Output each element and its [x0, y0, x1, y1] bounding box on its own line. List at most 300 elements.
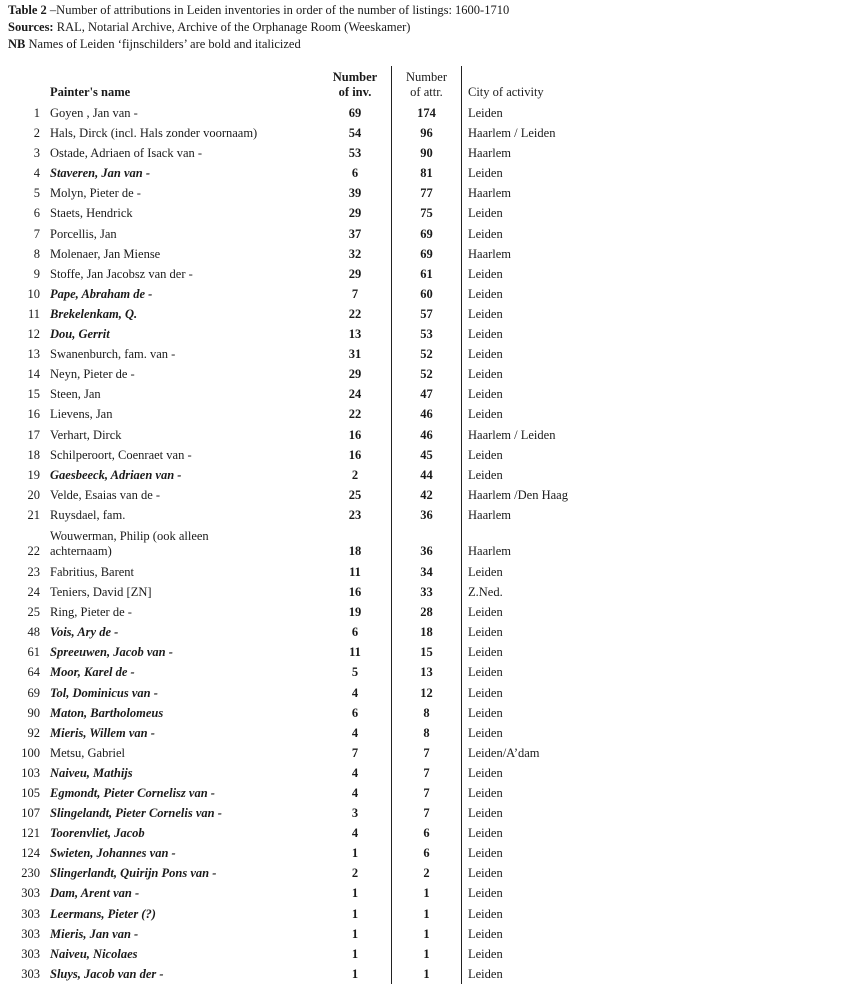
painter-name-cell-text: Naiveu, Nicolaes	[50, 946, 138, 961]
rank-cell-text: 230	[21, 866, 40, 881]
attributions-cell	[392, 904, 462, 924]
attributions-cell	[392, 964, 462, 984]
rank-cell	[8, 525, 50, 562]
inventories-cell	[319, 284, 392, 304]
rank-cell	[8, 662, 50, 682]
table-row	[8, 683, 648, 703]
city-cell-text: Leiden	[468, 106, 503, 120]
inventories-cell-text: 1	[351, 926, 359, 941]
rank-cell	[8, 582, 50, 602]
inventories-cell-text: 39	[348, 186, 362, 201]
attributions-cell	[392, 525, 462, 562]
inventories-cell	[319, 883, 392, 903]
city-cell-text: Leiden	[468, 806, 503, 821]
attributions-cell	[392, 763, 462, 783]
inventories-cell-text: 37	[348, 226, 362, 241]
rank-cell-text: 9	[33, 266, 40, 281]
city-cell	[462, 843, 649, 863]
attributions-cell-text: 8	[423, 725, 430, 740]
city-cell	[462, 803, 649, 823]
table-row	[8, 783, 648, 803]
attributions-cell	[392, 562, 462, 582]
painter-name-cell	[50, 763, 319, 783]
rank-cell	[8, 264, 50, 284]
attributions-cell-text: 1	[423, 886, 430, 901]
inventories-cell	[319, 384, 392, 404]
inventories-cell	[319, 662, 392, 682]
sources-label: Sources:	[8, 20, 54, 34]
attributions-cell	[392, 743, 462, 763]
city-cell-text: Leiden	[468, 447, 503, 462]
city-cell	[462, 863, 649, 883]
painter-name-cell	[50, 582, 319, 602]
attributions-cell	[392, 924, 462, 944]
inventories-cell	[319, 683, 392, 703]
city-cell-text: Z.Ned.	[468, 585, 503, 600]
attributions-cell	[392, 642, 462, 662]
rank-cell-text: 12	[27, 327, 40, 342]
painter-name-cell	[50, 843, 319, 863]
attributions-cell	[392, 364, 462, 384]
rank-cell-text: 17	[27, 427, 40, 442]
inventories-cell-text: 53	[348, 146, 362, 161]
rank-cell	[8, 743, 50, 763]
inventories-cell	[319, 622, 392, 642]
rank-cell-text: 16	[27, 407, 40, 422]
attributions-cell-text: 46	[420, 407, 433, 422]
attributions-cell	[392, 662, 462, 682]
city-cell-text: Leiden	[468, 387, 503, 402]
rank-cell	[8, 244, 50, 264]
inventories-cell-text: 24	[348, 387, 362, 402]
inv-header	[319, 66, 392, 103]
painter-name-cell-text: Mieris, Willem van -	[50, 725, 155, 740]
rank-cell	[8, 364, 50, 384]
painter-name-cell-text: Molenaer, Jan Miense	[50, 246, 161, 261]
rank-cell-text: 100	[21, 745, 40, 760]
city-cell-text: Haarlem	[468, 507, 512, 522]
inventories-cell	[319, 582, 392, 602]
inventories-cell-text: 5	[351, 665, 359, 680]
attributions-cell	[392, 344, 462, 364]
inventories-cell	[319, 944, 392, 964]
table-row	[8, 662, 648, 682]
attributions-cell	[392, 823, 462, 843]
attributions-cell-text: 90	[420, 146, 433, 161]
attributions-cell-text: 18	[420, 625, 433, 640]
city-cell	[462, 485, 649, 505]
city-cell	[462, 743, 649, 763]
attributions-cell-text: 13	[420, 665, 433, 680]
city-cell-text: Haarlem / Leiden	[468, 427, 556, 442]
rank-cell-text: 21	[27, 507, 40, 522]
rank-cell-text: 105	[21, 786, 40, 800]
inventories-cell-text: 1	[351, 846, 359, 861]
painter-name-cell	[50, 703, 319, 723]
name-header: Painter's name	[50, 85, 131, 99]
attributions-cell-text: 7	[423, 745, 430, 760]
rank-cell-text: 2	[33, 126, 40, 141]
attributions-cell-text: 42	[420, 487, 433, 502]
inventories-cell-text: 4	[351, 786, 359, 800]
painter-name-cell-text: Dam, Arent van -	[50, 886, 140, 901]
painter-name-cell	[50, 683, 319, 703]
inventories-cell	[319, 163, 392, 183]
inventories-cell-text: 32	[348, 246, 362, 261]
inventories-cell-text: 7	[351, 745, 359, 760]
table-row	[8, 505, 648, 525]
city-cell-text: Leiden	[468, 367, 503, 382]
attributions-cell	[392, 183, 462, 203]
rank-cell-text: 7	[33, 226, 40, 241]
inventories-cell-text: 3	[351, 806, 359, 821]
attributions-cell-text: 6	[423, 826, 430, 841]
city-cell	[462, 103, 649, 123]
rank-cell	[8, 683, 50, 703]
painter-name-cell-text: Egmondt, Pieter Cornelisz van -	[50, 786, 215, 800]
inventories-cell-text: 4	[351, 685, 359, 700]
attributions-cell-text: 53	[420, 327, 433, 342]
city-cell	[462, 602, 649, 622]
table-row	[8, 203, 648, 223]
painter-name-cell-text: Mieris, Jan van -	[50, 926, 139, 941]
attributions-cell	[392, 163, 462, 183]
inventories-cell	[319, 525, 392, 562]
attributions-cell-text: 6	[423, 846, 430, 861]
painter-name-cell-text: Swieten, Johannes van -	[50, 846, 176, 861]
attributions-cell	[392, 224, 462, 244]
city-cell	[462, 703, 649, 723]
rank-cell	[8, 143, 50, 163]
painter-name-cell	[50, 364, 319, 384]
city-cell	[462, 662, 649, 682]
attributions-cell-text: 96	[420, 126, 433, 141]
rank-cell-text: 303	[21, 926, 40, 941]
city-cell-text: Leiden	[468, 266, 503, 281]
city-cell	[462, 163, 649, 183]
inventories-cell-text: 16	[348, 585, 362, 600]
city-cell-text: Leiden	[468, 327, 503, 342]
painter-name-cell-text: Swanenburch, fam. van -	[50, 347, 176, 362]
table-row	[8, 465, 648, 485]
inventories-cell	[319, 404, 392, 424]
rank-cell	[8, 123, 50, 143]
city-cell-text: Haarlem / Leiden	[468, 126, 556, 141]
table-row	[8, 924, 648, 944]
painter-name-cell-text: Ruysdael, fam.	[50, 507, 126, 522]
table-row	[8, 324, 648, 344]
painter-name-cell	[50, 964, 319, 984]
attributions-cell-text: 69	[420, 246, 433, 261]
painter-name-cell-text: Pape, Abraham de -	[50, 286, 153, 301]
attributions-cell-text: 36	[420, 543, 433, 558]
inventories-cell-text: 22	[348, 407, 362, 422]
attributions-cell	[392, 602, 462, 622]
city-header: City of activity	[468, 85, 544, 99]
inventories-cell	[319, 324, 392, 344]
inventories-cell-text: 2	[351, 467, 359, 482]
city-cell-text: Leiden	[468, 407, 503, 422]
rank-cell-text: 18	[27, 447, 40, 462]
attributions-cell-text: 1	[423, 926, 430, 941]
painter-name-cell	[50, 244, 319, 264]
attributions-cell	[392, 465, 462, 485]
inventories-cell-text: 7	[351, 286, 359, 301]
inventories-cell	[319, 445, 392, 465]
attributions-cell-text: 2	[423, 866, 430, 881]
painter-name-cell	[50, 562, 319, 582]
rank-cell	[8, 324, 50, 344]
inventories-cell	[319, 964, 392, 984]
attributions-cell	[392, 123, 462, 143]
table-row	[8, 723, 648, 743]
painter-name-cell-text: Schilperoort, Coenraet van -	[50, 447, 192, 462]
rank-cell	[8, 562, 50, 582]
attr-header	[392, 66, 462, 103]
table-row	[8, 264, 648, 284]
rank-cell-text: 13	[27, 347, 40, 362]
table-row	[8, 525, 648, 562]
rank-cell-text: 124	[21, 846, 40, 861]
inventories-cell	[319, 863, 392, 883]
table-row	[8, 143, 648, 163]
table-row	[8, 163, 648, 183]
city-cell	[462, 505, 649, 525]
inventories-cell	[319, 465, 392, 485]
rank-cell	[8, 642, 50, 662]
inventories-cell	[319, 264, 392, 284]
painter-name-cell-text: Staets, Hendrick	[50, 206, 133, 221]
inventories-cell	[319, 743, 392, 763]
rank-cell-text: 303	[21, 886, 40, 901]
painter-name-cell	[50, 723, 319, 743]
city-cell-text: Leiden	[468, 906, 503, 921]
attributions-cell	[392, 103, 462, 123]
rank-cell-text: 3	[33, 146, 40, 161]
table-row	[8, 904, 648, 924]
attributions-cell	[392, 445, 462, 465]
inventories-cell-text: 1	[351, 946, 359, 961]
inventories-cell	[319, 763, 392, 783]
city-cell-text: Leiden	[468, 966, 503, 981]
table-row	[8, 622, 648, 642]
table-row	[8, 445, 648, 465]
inventories-cell-text: 4	[351, 725, 359, 740]
painter-name-cell-text: Moor, Karel de -	[50, 665, 135, 680]
rank-cell-text: 11	[27, 306, 40, 321]
painter-name-cell	[50, 425, 319, 445]
attributions-cell-text: 1	[423, 946, 430, 961]
rank-cell	[8, 344, 50, 364]
city-cell	[462, 404, 649, 424]
city-cell	[462, 924, 649, 944]
attributions-cell-text: 7	[423, 806, 430, 821]
city-cell	[462, 763, 649, 783]
inventories-cell	[319, 425, 392, 445]
inventories-cell-text: 1	[351, 886, 359, 901]
attributions-cell	[392, 425, 462, 445]
painter-name-cell	[50, 622, 319, 642]
inventories-cell-text: 16	[348, 447, 362, 462]
rank-cell-text: 10	[27, 286, 40, 301]
attributions-cell	[392, 384, 462, 404]
city-cell-text: Leiden	[468, 347, 503, 362]
table-row	[8, 642, 648, 662]
painter-name-cell	[50, 904, 319, 924]
inventories-cell	[319, 364, 392, 384]
inventories-cell-text: 13	[348, 327, 362, 342]
attributions-cell-text: 174	[417, 106, 436, 120]
attr-header-line1: Number	[406, 70, 447, 84]
painter-name-cell-text: Steen, Jan	[50, 387, 101, 402]
city-cell-text: Haarlem	[468, 146, 512, 161]
inventories-cell	[319, 344, 392, 364]
attributions-cell	[392, 703, 462, 723]
inventories-cell-text: 4	[351, 765, 359, 780]
inventories-cell	[319, 904, 392, 924]
city-cell-text: Leiden	[468, 866, 503, 881]
table-row	[8, 743, 648, 763]
attributions-cell	[392, 683, 462, 703]
city-cell-text: Leiden	[468, 286, 503, 301]
rank-cell-text: 103	[21, 765, 40, 780]
painter-name-cell	[50, 103, 319, 123]
city-cell	[462, 183, 649, 203]
table-row	[8, 863, 648, 883]
city-cell	[462, 823, 649, 843]
painter-name-cell-text: Stoffe, Jan Jacobsz van der -	[50, 266, 193, 281]
attributions-cell-text: 8	[423, 705, 430, 720]
painter-name-cell-text: Hals, Dirck (incl. Hals zonder voornaam)	[50, 126, 258, 141]
inventories-cell	[319, 103, 392, 123]
painter-name-cell-text: Staveren, Jan van -	[50, 166, 150, 181]
painter-name-cell-text: Vois, Ary de -	[50, 625, 119, 640]
painter-name-cell	[50, 163, 319, 183]
city-cell-text: Leiden/A’dam	[468, 745, 540, 760]
city-cell	[462, 622, 649, 642]
table-row	[8, 103, 648, 123]
table-row	[8, 364, 648, 384]
header-row	[8, 66, 648, 103]
inventories-cell-text: 11	[349, 645, 361, 660]
city-cell-text: Haarlem	[468, 543, 512, 558]
city-cell-text: Leiden	[468, 886, 503, 901]
rank-cell-text: 303	[21, 966, 40, 981]
table-row	[8, 384, 648, 404]
painter-name-cell	[50, 264, 319, 284]
city-cell	[462, 264, 649, 284]
rank-cell-text: 20	[27, 487, 40, 502]
city-cell-text: Leiden	[468, 665, 503, 680]
inventories-cell-text: 23	[348, 507, 362, 522]
attributions-cell-text: 33	[420, 585, 433, 600]
inventories-cell	[319, 505, 392, 525]
city-cell	[462, 465, 649, 485]
inventories-cell	[319, 485, 392, 505]
inventories-cell	[319, 183, 392, 203]
painter-name-cell	[50, 505, 319, 525]
painter-name-cell	[50, 863, 319, 883]
painter-name-cell	[50, 883, 319, 903]
painter-name-cell-text: Neyn, Pieter de -	[50, 367, 135, 382]
attributions-cell-text: 69	[420, 226, 433, 241]
inventories-cell-text: 18	[348, 543, 362, 558]
rank-cell	[8, 224, 50, 244]
rank-cell	[8, 783, 50, 803]
attributions-cell	[392, 203, 462, 223]
painter-name-cell-text: Velde, Esaias van de -	[50, 487, 161, 502]
city-cell-text: Leiden	[468, 645, 503, 660]
inventories-cell	[319, 783, 392, 803]
rank-cell	[8, 103, 50, 123]
rank-cell	[8, 465, 50, 485]
attributions-cell-text: 81	[420, 166, 433, 181]
painter-name-cell-text: Slingelandt, Pieter Cornelis van -	[50, 806, 222, 821]
rank-cell	[8, 703, 50, 723]
painter-name-cell	[50, 304, 319, 324]
rank-cell-text: 121	[21, 826, 40, 841]
city-cell	[462, 525, 649, 562]
attributions-cell	[392, 404, 462, 424]
table-row	[8, 485, 648, 505]
city-cell-text: Haarlem	[468, 186, 512, 201]
painter-name-cell-text: Teniers, David [ZN]	[50, 585, 152, 600]
inventories-cell	[319, 123, 392, 143]
table-row	[8, 823, 648, 843]
note-label: NB	[8, 37, 26, 51]
rank-cell-text: 90	[27, 705, 40, 720]
inventories-cell-text: 31	[348, 347, 362, 362]
table-row	[8, 944, 648, 964]
inventories-cell-text: 54	[348, 126, 362, 141]
painter-name-cell	[50, 284, 319, 304]
rank-cell-text: 69	[27, 685, 40, 700]
rank-cell	[8, 863, 50, 883]
rank-cell	[8, 924, 50, 944]
city-cell	[462, 425, 649, 445]
table-row	[8, 244, 648, 264]
inventories-cell-text: 6	[351, 166, 359, 181]
rank-cell	[8, 723, 50, 743]
attributions-cell-text: 7	[423, 786, 430, 800]
rank-cell	[8, 843, 50, 863]
city-cell	[462, 284, 649, 304]
attributions-cell	[392, 944, 462, 964]
painter-name-cell-text: Porcellis, Jan	[50, 226, 117, 241]
rank-cell	[8, 883, 50, 903]
attributions-cell	[392, 304, 462, 324]
city-cell	[462, 904, 649, 924]
city-cell	[462, 683, 649, 703]
attributions-cell-text: 47	[420, 387, 433, 402]
inventories-cell	[319, 723, 392, 743]
city-cell	[462, 143, 649, 163]
city-cell	[462, 964, 649, 984]
table-row	[8, 602, 648, 622]
attributions-cell-text: 77	[420, 186, 433, 201]
rank-cell-text: 48	[27, 625, 40, 640]
table-caption	[8, 2, 509, 53]
attributions-cell-text: 28	[420, 605, 433, 620]
painter-name-cell-text: Fabritius, Barent	[50, 564, 135, 579]
rank-cell-text: 15	[27, 387, 40, 402]
city-cell-text: Leiden	[468, 206, 503, 221]
inventories-cell-text: 1	[351, 906, 359, 921]
attributions-cell-text: 7	[423, 765, 430, 780]
attributions-cell-text: 36	[420, 507, 433, 522]
inventories-cell	[319, 562, 392, 582]
attributions-cell	[392, 803, 462, 823]
